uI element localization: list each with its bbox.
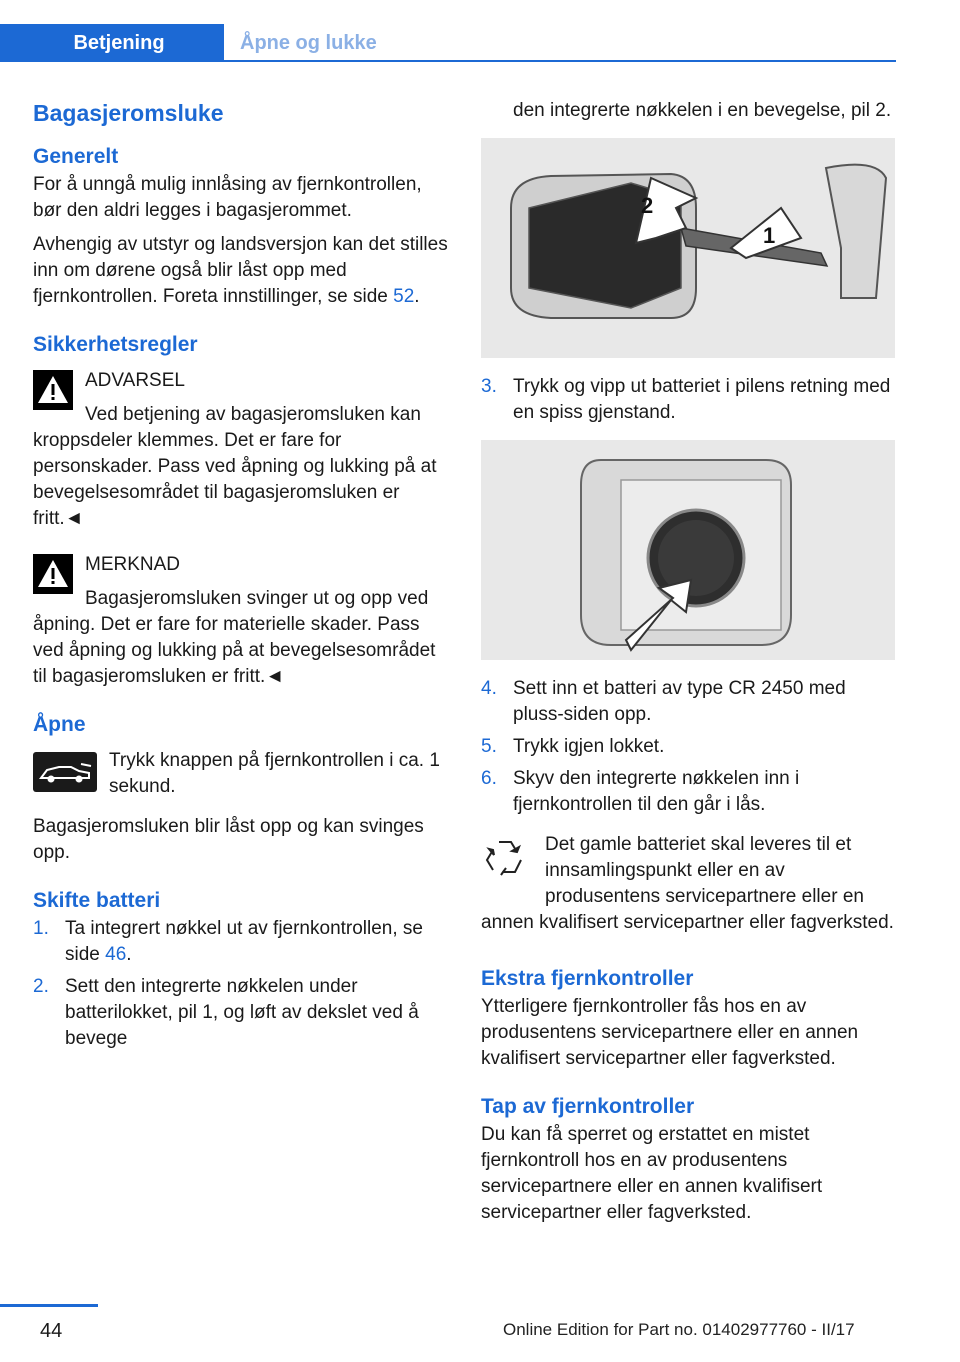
trunk-button-instruction — [33, 748, 449, 800]
warning-label: ADVARSEL — [85, 370, 185, 391]
recycle-text: Det gamle batteriet skal leveres til et innsamlingspunkt eller en av produsentens servicepartnere eller en annen kvalifisert servicepartner eller fagverksted. — [481, 834, 894, 933]
tab-betjening[interactable]: Betjening — [0, 24, 224, 62]
page-link[interactable]: 46 — [105, 944, 127, 965]
trunk-button-icon — [33, 752, 97, 792]
heading-ekstra: Ekstra fjernkontroller — [481, 967, 694, 990]
steps-list — [481, 676, 897, 818]
paragraph: For å unngå mulig innlåsing av fjernkontrollen, bør den aldri legges i bagasjerommet. — [33, 174, 422, 221]
warning-notice — [33, 368, 449, 532]
recycle-icon — [481, 834, 529, 882]
warning-triangle-icon — [33, 370, 73, 410]
note-notice — [33, 552, 449, 690]
figure-battery — [481, 440, 895, 660]
page-link[interactable]: 52 — [393, 286, 415, 307]
note-label: MERKNAD — [85, 554, 181, 575]
battery-illustration — [481, 440, 895, 660]
key-cover-illustration — [481, 138, 895, 358]
paragraph: Bagasjeromsluken blir låst opp og kan svinges opp. — [33, 816, 424, 863]
tab-apne-og-lukke[interactable]: Åpne og lukke — [240, 31, 377, 54]
list-item: 4. Sett inn et batteri av type CR 2450 med pluss-siden opp. — [481, 678, 846, 725]
figure-remove-cover — [481, 138, 895, 358]
paragraph: Avhengig av utstyr og landsversjon kan det stilles inn om dørene også blir låst opp med fjernkontrollen. Foreta innstillinger, se side 52. — [33, 234, 448, 307]
paragraph: den integrerte nøkkelen i en bevegelse, pil 2. — [513, 100, 892, 121]
arrow-label-2: 2 — [641, 193, 654, 218]
steps-list — [33, 916, 449, 1052]
chapter-tabs — [0, 24, 896, 62]
heading-sikkerhetsregler: Sikkerhetsregler — [33, 333, 198, 356]
list-item: 5. Trykk igjen lokket. — [481, 736, 665, 757]
heading-skifte-batteri: Skifte batteri — [33, 889, 161, 912]
left-column — [33, 98, 449, 1058]
warning-triangle-icon — [33, 554, 73, 594]
list-item: 6. Skyv den integrerte nøkkelen inn i fjernkontrollen til den går i lås. — [481, 768, 800, 815]
list-item: 2. Sett den integrerte nøkkelen under batterilokket, pil 1, og løft av dekslet ved å bevege — [33, 976, 419, 1049]
header-rule — [0, 60, 896, 62]
right-column — [481, 98, 897, 1226]
footer-rule — [0, 1304, 98, 1307]
steps-list — [481, 374, 897, 426]
paragraph: Du kan få sperret og erstattet en mistet fjernkontroll hos en av produsentens servicepartnere eller en annen kvalifisert servicepartner eller fagverksted. — [481, 1124, 823, 1223]
recycle-notice — [481, 832, 897, 936]
section-title: Bagasjeromsluke — [33, 100, 224, 126]
list-item: 3. Trykk og vipp ut batteriet i pilens retning med en spiss gjenstand. — [481, 376, 891, 423]
paragraph: Ytterligere fjernkontroller fås hos en av produsentens servicepartnere eller en annen kvalifisert servicepartner eller fagverksted. — [481, 996, 859, 1069]
edition-note: Online Edition for Part no. 01402977760 - II/17 — [503, 1320, 855, 1339]
note-text: Bagasjeromsluken svinger ut og opp ved åpning. Det er fare for materielle skader. Pass ved åpning og lukking på at bevegelsesområdet til bagasjeromsluken er fritt.◄ — [33, 588, 436, 687]
heading-tap: Tap av fjernkontroller — [481, 1095, 695, 1118]
page-number: 44 — [40, 1320, 63, 1342]
button-instruction-text: Trykk knappen på fjernkontrollen i ca. 1 sekund. — [109, 750, 440, 797]
warning-text: Ved betjening av bagasjeromsluken kan kroppsdeler klemmes. Det er fare for personskader. Pass ved åpning og lukking på at bevegelsesområdet til bagasjeromsluken er fritt.◄ — [33, 404, 437, 529]
arrow-label-1: 1 — [763, 223, 776, 248]
heading-apne: Åpne — [33, 713, 86, 736]
list-item: 1. Ta integrert nøkkel ut av fjernkontrollen, se side 46. — [33, 918, 424, 965]
heading-generelt: Generelt — [33, 145, 119, 168]
